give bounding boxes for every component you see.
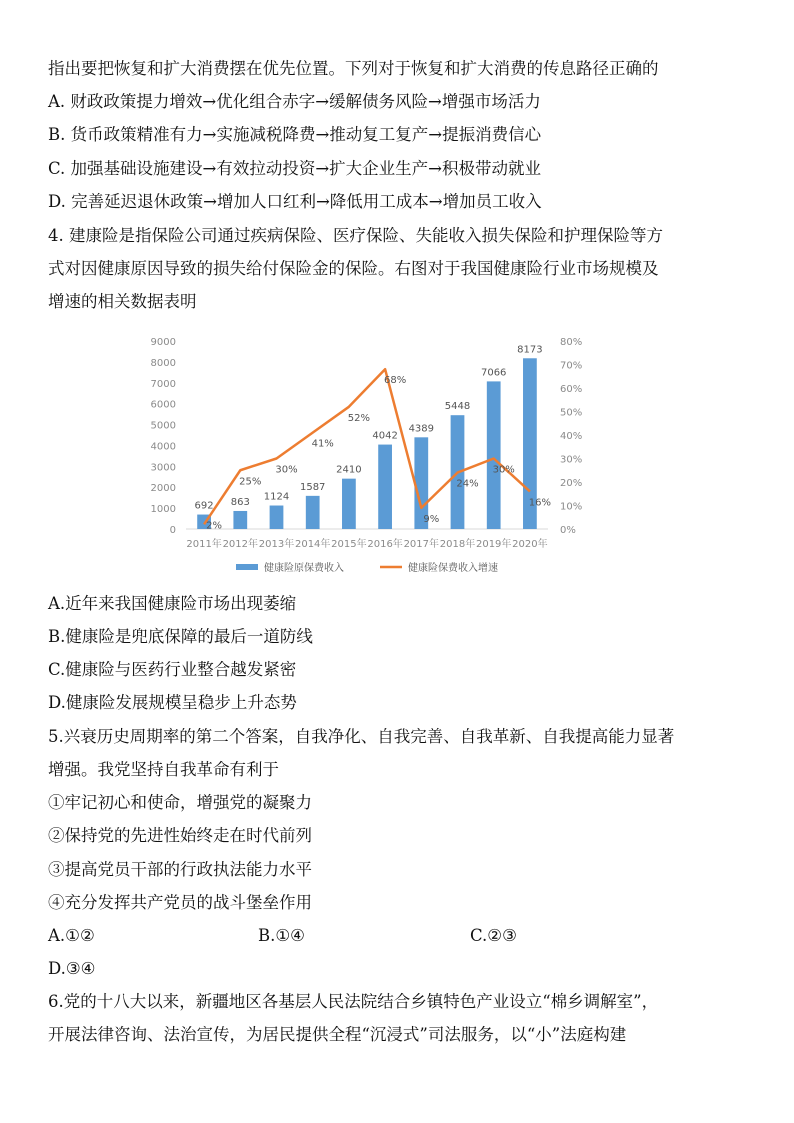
legend-line-label: 健康险保费收入增速 bbox=[408, 563, 498, 574]
bar bbox=[378, 445, 392, 529]
y-right-tick-label: 0% bbox=[560, 525, 576, 536]
bar-value-label: 4389 bbox=[408, 423, 435, 435]
legend-bar-label: 健康险原保费收入 bbox=[264, 563, 344, 574]
q4-option-d: D.健康险发展规模呈稳步上升态势 bbox=[48, 693, 297, 712]
q5-item-3: ③提高党员干部的行政执法能力水平 bbox=[48, 860, 312, 879]
x-tick-label: 2012年 bbox=[222, 539, 259, 550]
q4-stem-line-1: 4. 建康险是指保险公司通过疾病保险、医疗保险、失能收入损失保险和护理保险等方 bbox=[48, 226, 663, 245]
q3-option-d: D. 完善延迟退休政策→增加人口红利→降低用工成本→增加员工收入 bbox=[48, 192, 542, 211]
bar bbox=[233, 511, 247, 529]
bar-value-label: 4042 bbox=[372, 430, 398, 442]
bar bbox=[270, 506, 284, 529]
bar-value-label: 692 bbox=[194, 500, 214, 512]
x-tick-label: 2014年 bbox=[294, 539, 331, 550]
y-left-tick-label: 8000 bbox=[150, 357, 176, 369]
x-tick-label: 2017年 bbox=[403, 539, 440, 550]
y-left-tick-label: 5000 bbox=[150, 420, 176, 432]
y-right-tick-label: 60% bbox=[560, 384, 583, 395]
q3-stem-tail: 指出要把恢复和扩大消费摆在优先位置。下列对于恢复和扩大消费的传息路径正确的 bbox=[48, 59, 659, 78]
growth-value-label: 24% bbox=[456, 478, 479, 490]
y-left-tick-label: 3000 bbox=[150, 462, 176, 474]
legend-bar-swatch bbox=[236, 564, 258, 570]
x-tick-label: 2018年 bbox=[439, 539, 476, 550]
x-tick-label: 2011年 bbox=[186, 539, 222, 550]
x-tick-label: 2019年 bbox=[475, 539, 512, 550]
q5-option-d: D.③④ bbox=[48, 959, 96, 978]
bar-value-label: 2410 bbox=[336, 464, 362, 476]
y-right-tick-label: 10% bbox=[560, 501, 583, 513]
growth-value-label: 68% bbox=[383, 375, 407, 387]
q4-stem-line-3: 增速的相关数据表明 bbox=[48, 292, 197, 311]
bar bbox=[306, 496, 320, 529]
q5-item-4: ④充分发挥共产党员的战斗堡垒作用 bbox=[48, 893, 312, 912]
q5-stem-line-1: 5.兴衰历史周期率的第二个答案，自我净化、自我完善、自我革新、自我提高能力显著 bbox=[48, 727, 675, 746]
growth-value-label: 30% bbox=[492, 464, 515, 476]
y-left-tick-label: 2000 bbox=[150, 483, 176, 495]
growth-value-label: 41% bbox=[311, 438, 334, 450]
q5-option-a: A.①② bbox=[48, 926, 95, 945]
growth-value-label: 9% bbox=[423, 513, 440, 525]
bar bbox=[487, 381, 501, 529]
y-right-tick-label: 30% bbox=[560, 454, 583, 466]
q6-stem-line-2: 开展法律咨询、法治宣传，为居民提供全程“沉浸式”司法服务，以“小”法庭构建 bbox=[48, 1025, 627, 1044]
bar-value-label: 863 bbox=[230, 496, 250, 508]
y-left-tick-label: 4000 bbox=[150, 441, 176, 453]
q5-option-c: C.②③ bbox=[470, 926, 517, 945]
q3-option-b: B. 货币政策精准有力→实施减税降费→推动复工复产→提振消费信心 bbox=[48, 125, 542, 144]
q5-option-b: B.①④ bbox=[258, 926, 305, 945]
growth-line bbox=[204, 369, 530, 524]
q5-stem-line-2: 增强。我党坚持自我革命有利于 bbox=[48, 760, 279, 779]
health-insurance-chart bbox=[140, 326, 590, 581]
x-tick-label: 2015年 bbox=[331, 539, 367, 550]
growth-value-label: 16% bbox=[528, 497, 552, 509]
y-right-tick-label: 80% bbox=[560, 337, 583, 348]
bar-value-label: 7066 bbox=[480, 367, 507, 379]
growth-value-label: 52% bbox=[347, 412, 371, 424]
y-right-tick-label: 20% bbox=[560, 478, 583, 489]
q4-stem-line-2: 式对因健康原因导致的损失给付保险金的保险。右图对于我国健康险行业市场规模及 bbox=[48, 259, 659, 278]
bar-value-label: 1124 bbox=[263, 491, 290, 503]
bar-value-label: 8173 bbox=[517, 344, 543, 356]
y-left-tick-label: 0 bbox=[169, 525, 176, 536]
q4-option-c: C.健康险与医药行业整合越发紧密 bbox=[48, 660, 297, 679]
y-right-tick-label: 40% bbox=[560, 431, 583, 442]
q5-item-2: ②保持党的先进性始终走在时代前列 bbox=[48, 826, 312, 845]
q6-stem-line-1: 6.党的十八大以来，新疆地区各基层人民法院结合乡镇特色产业设立“棉乡调解室”， bbox=[48, 992, 659, 1011]
q3-option-a: A. 财政政策提力增效→优化组合赤字→缓解债务风险→增强市场活力 bbox=[48, 92, 541, 111]
bar bbox=[342, 479, 356, 529]
y-left-tick-label: 1000 bbox=[150, 504, 176, 516]
q3-option-c: C. 加强基础设施建设→有效拉动投资→扩大企业生产→积极带动就业 bbox=[48, 159, 542, 178]
bar-value-label: 1587 bbox=[299, 481, 326, 493]
bar-value-label: 5448 bbox=[444, 401, 471, 413]
y-left-tick-label: 9000 bbox=[150, 337, 176, 348]
y-right-tick-label: 70% bbox=[560, 360, 583, 372]
x-tick-label: 2016年 bbox=[367, 539, 403, 550]
y-right-tick-label: 50% bbox=[560, 407, 583, 419]
q4-option-b: B.健康险是兜底保障的最后一道防线 bbox=[48, 627, 313, 646]
x-tick-label: 2020年 bbox=[512, 539, 548, 550]
y-left-tick-label: 6000 bbox=[150, 399, 176, 411]
x-tick-label: 2013年 bbox=[258, 539, 295, 550]
growth-value-label: 30% bbox=[275, 464, 298, 476]
q4-option-a: A.近年来我国健康险市场出现萎缩 bbox=[48, 594, 297, 613]
chart-svg bbox=[140, 326, 590, 581]
growth-value-label: 2% bbox=[206, 520, 223, 532]
growth-value-label: 25% bbox=[239, 476, 262, 488]
y-left-tick-label: 7000 bbox=[150, 378, 176, 390]
q5-item-1: ①牢记初心和使命，增强党的凝聚力 bbox=[48, 793, 312, 812]
